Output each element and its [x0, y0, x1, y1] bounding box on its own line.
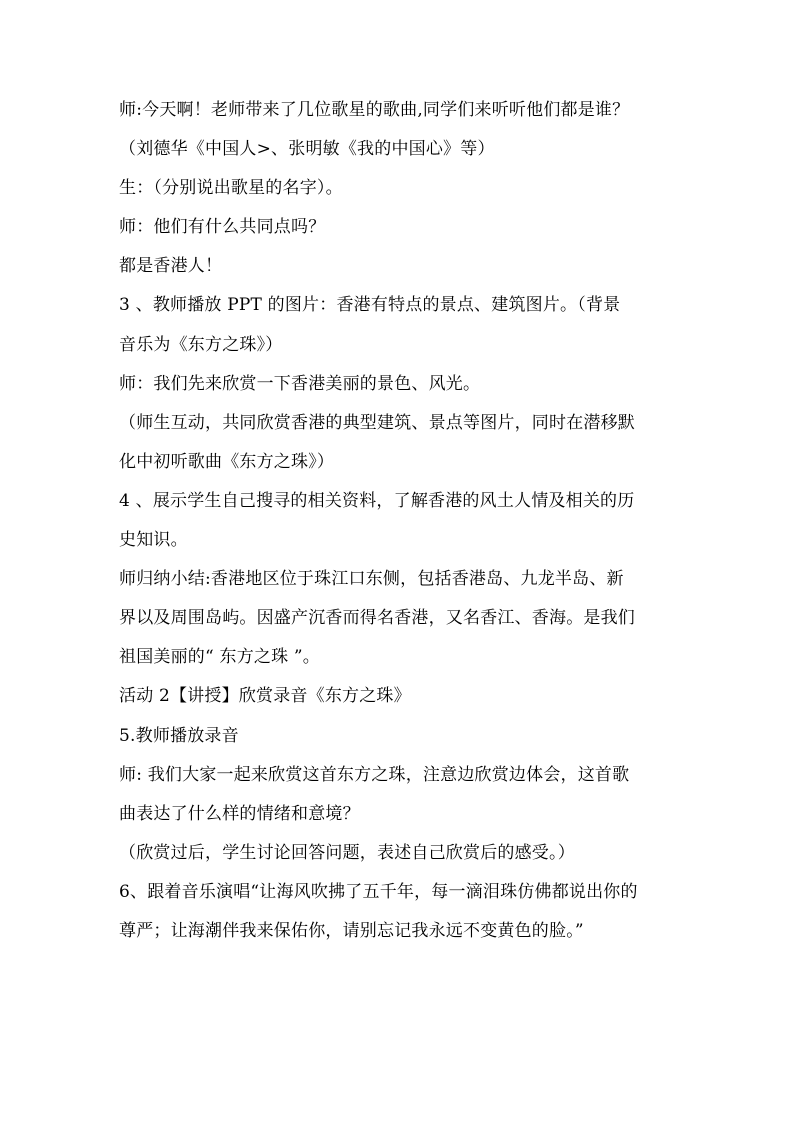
text-line: 祖国美丽的“ 东方之珠 ”。: [119, 647, 320, 668]
text-line: 活动 2【讲授】欣赏录音《东方之珠》: [119, 686, 411, 707]
text-line: 曲表达了什么样的情绪和意境？: [119, 803, 360, 824]
text-line: 6、跟着音乐演唱“让海风吹拂了五千年，每一滴泪珠仿佛都说出你的: [119, 881, 638, 902]
text-line: 师:今天啊！老师带来了几位歌星的歌曲,同学们来听听他们都是谁？: [119, 100, 630, 120]
text-line: 生：（分别说出歌星的名字）。: [119, 178, 343, 199]
text-line: 5.教师播放录音: [119, 725, 239, 746]
text-line: 3 、教师播放 PPT 的图片：香港有特点的景点、建筑图片。（背景: [119, 295, 621, 316]
text-line: 尊严；让海潮伴我来保佑你，请别忘记我永远不变黄色的脸。”: [119, 920, 584, 941]
text-line: 界以及周围岛屿。因盛产沉香而得名香港，又名香江、香海。是我们: [119, 608, 635, 629]
text-line: 史知识。: [119, 530, 188, 551]
text-line: 4 、展示学生自己搜寻的相关资料，了解香港的风土人情及相关的历: [119, 490, 635, 511]
text-line: 都是香港人！: [119, 256, 223, 277]
text-line: 师归纳小结:香港地区位于珠江口东侧，包括香港岛、九龙半岛、新: [119, 569, 624, 590]
text-line: 化中初听歌曲《东方之珠》）: [119, 451, 335, 472]
text-line: 音乐为《东方之珠》）: [119, 334, 283, 355]
document-body: [119, 100, 689, 960]
text-line: 师：我们先来欣赏一下香港美丽的景色、风光。: [119, 373, 481, 394]
text-line: （师生互动，共同欣赏香港的典型建筑、景点等图片，同时在潜移默: [119, 412, 635, 433]
text-line: 师: 我们大家一起来欣赏这首东方之珠，注意边欣赏边体会，这首歌: [119, 764, 630, 785]
text-line: 师：他们有什么共同点吗？: [119, 217, 326, 238]
text-line: （刘德华《中国人>、张明敏《我的中国心》等）: [119, 139, 495, 160]
text-line: （欣赏过后，学生讨论回答问题，表述自己欣赏后的感受。）: [119, 842, 575, 863]
